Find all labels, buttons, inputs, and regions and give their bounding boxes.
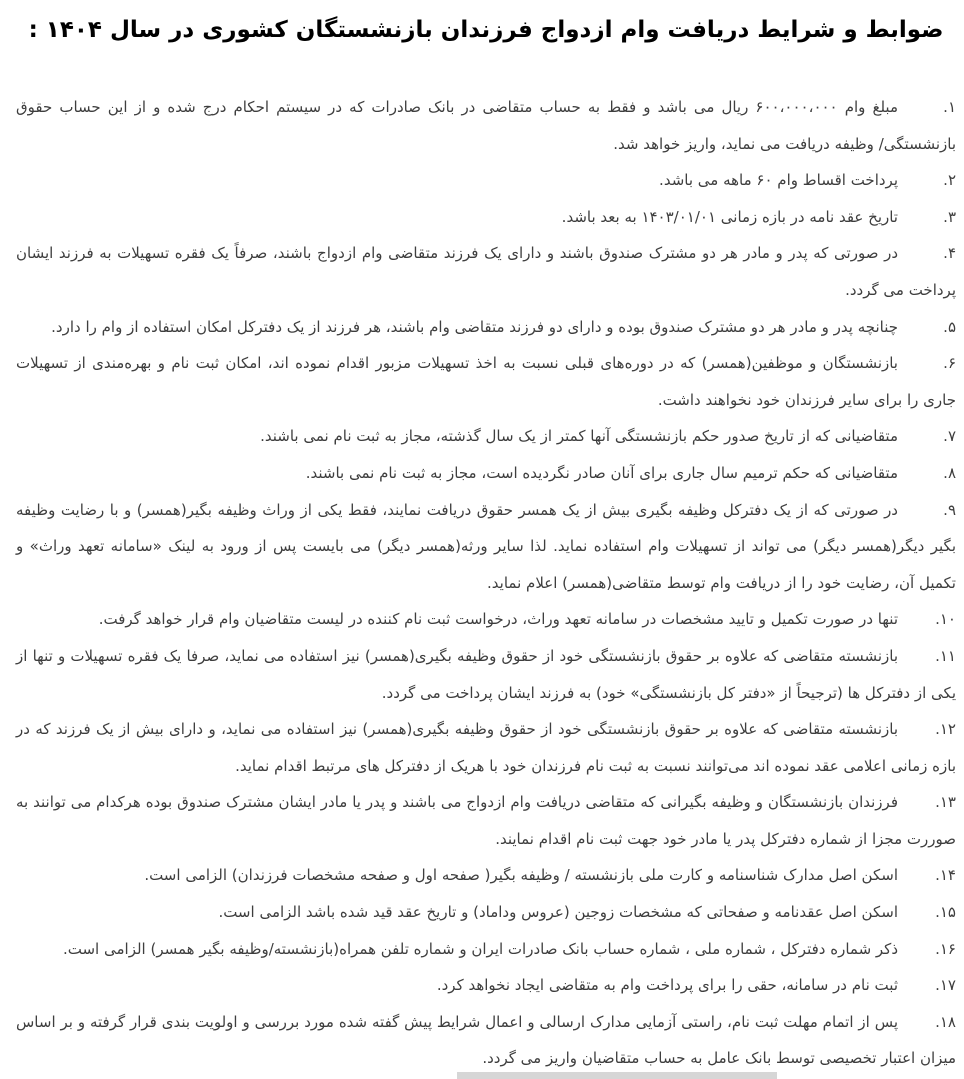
item-text: پس از اتمام مهلت ثبت نام، راستی آزمایی مدارک ارسالی و اعمال شرایط پیش گفته شده مورد بررسی و اولویت بندی قرار گرفته و بر اساس میزان اعتبار تخصیصی توسط بانک عامل به حساب متقاضیان واریز می گردد.: [16, 1012, 956, 1068]
item-number: ۱۶.: [935, 939, 956, 958]
item-number: ۱۵.: [935, 903, 956, 922]
list-item: [16, 931, 956, 968]
item-number: ۳.: [943, 207, 956, 226]
item-text: در صورتی که از یک دفترکل وظیفه بگیری بیش از یک همسر حقوق دریافت نمایند، فقط یکی از وراث وظیفه بگیر(همسر) و با رضایت وظیفه بگیر دیگر(همسر دیگر) می تواند از تسهیلات وام استفاده نماید. لذا سایر ورثه(همسر دیگر) می بایست پس از ورود به لینک «سامانه تعهد وراث» و تکمیل آن، رضایت خود را از دریافت وام توسط متقاضی(همسر) اعلام نماید.: [16, 500, 956, 592]
list-item: [16, 418, 956, 455]
list-item: [16, 492, 956, 602]
list-item: [16, 235, 956, 308]
document-title: ضوابط و شرایط دریافت وام ازدواج فرزندان بازنشستگان کشوری در سال ۱۴۰۴ :: [28, 17, 944, 43]
item-number: ۵.: [943, 317, 956, 336]
item-text: تاریخ عقد نامه در بازه زمانی ۱۴۰۳/۰۱/۰۱ به بعد باشد.: [561, 207, 898, 226]
item-number: ۶.: [943, 354, 956, 373]
item-text: بازنشسته متقاضی که علاوه بر حقوق بازنشستگی خود از حقوق وظیفه بگیری(همسر) نیز استفاده می نماید، و دارای بیش از یک فرزند که در بازه زمانی اعلامی عقد نموده اند می‌توانند نسبت به ثبت نام فرزندان خود با هریک از دفترکل های مرتبط اقدام نماید.: [16, 720, 956, 775]
terms-list: [16, 89, 956, 1077]
item-text: فرزندان بازنشستگان و وظیفه بگیرانی که متقاضی دریافت وام ازدواج می باشند و پدر یا مادر ایشان مشترک صندوق بوده هرکدام می توانند به صوررت مجزا از شماره دفترکل پدر یا مادر خود جهت ثبت نام اقدام نمایند.: [16, 793, 956, 848]
item-number: ۷.: [943, 427, 956, 446]
item-number: ۹.: [943, 500, 956, 519]
document-page: [16, 0, 956, 1077]
item-text: متقاضیانی که از تاریخ صدور حکم بازنشستگی آنها کمتر از یک سال گذشته، مجاز به ثبت نام نمی باشند.: [260, 427, 898, 446]
bottom-gray-bar: [457, 1072, 777, 1079]
item-number: ۱۸.: [935, 1012, 956, 1031]
item-text: متقاضیانی که حکم ترمیم سال جاری برای آنان صادر نگردیده است، مجاز به ثبت نام نمی باشند.: [305, 463, 898, 482]
list-item: [16, 1004, 956, 1077]
list-item: [16, 638, 956, 711]
item-number: ۱۴.: [935, 866, 956, 885]
item-number: ۱۳.: [935, 793, 956, 812]
item-text: بازنشسته متقاضی که علاوه بر حقوق بازنشستگی خود از حقوق وظیفه بگیری(همسر) نیز استفاده می نماید، صرفا یک فقره تسهیلات و تنها از یکی از دفترکل ها (ترجیحاً از «دفتر کل بازنشستگی» خود) به فرزند ایشان پرداخت می گردد.: [16, 646, 956, 702]
item-text: تنها در صورت تکمیل و تایید مشخصات در سامانه تعهد وراث، درخواست ثبت نام کننده در لیست متقاضیان وام قرار خواهد گرفت.: [98, 610, 898, 629]
list-item: [16, 345, 956, 418]
list-item: [16, 162, 956, 199]
item-text: ثبت نام در سامانه، حقی را برای پرداخت وام به متقاضی ایجاد نخواهد کرد.: [436, 976, 898, 995]
list-item: [16, 894, 956, 931]
list-item: [16, 309, 956, 346]
item-number: ۱۱.: [935, 646, 956, 665]
item-text: اسکن اصل عقدنامه و صفحاتی که مشخصات زوجین (عروس وداماد) و تاریخ عقد قید شده باشد الزامی است.: [218, 903, 898, 922]
item-number: ۱۷.: [935, 976, 956, 995]
list-item: [16, 784, 956, 857]
list-item: [16, 711, 956, 784]
list-item: [16, 199, 956, 236]
item-number: ۲.: [943, 171, 956, 190]
list-item: [16, 455, 956, 492]
item-text: چنانچه پدر و مادر هر دو مشترک صندوق بوده و دارای دو فرزند متقاضی وام باشند، هر فرزند از یک دفترکل امکان استفاده از وام را دارد.: [51, 317, 898, 336]
list-item: [16, 601, 956, 638]
item-text: ذکر شماره دفترکل ، شماره ملی ، شماره حساب بانک صادرات ایران و شماره تلفن همراه(بازنشسته/وظیفه بگیر همسر) الزامی است.: [62, 939, 898, 958]
item-number: ۴.: [943, 244, 956, 263]
item-number: ۱۰.: [935, 610, 956, 629]
item-number: ۱.: [943, 98, 956, 116]
item-text: اسکن اصل مدارک شناسنامه و کارت ملی بازنشسته / وظیفه بگیر( صفحه اول و صفحه مشخصات فرزندان) الزامی است.: [144, 866, 898, 885]
list-item: [16, 857, 956, 894]
item-number: ۸.: [943, 463, 956, 482]
item-text: بازنشستگان و موظفین(همسر) که در دوره‌های قبلی نسبت به اخذ تسهیلات مزبور اقدام نموده اند، امکان ثبت نام و بهره‌مندی از تسهیلات جاری را برای سایر فرزندان خود نخواهند داشت.: [16, 354, 956, 409]
item-text: پرداخت اقساط وام ۶۰ ماهه می باشد.: [659, 171, 898, 190]
item-text: در صورتی که پدر و مادر هر دو مشترک صندوق باشند و دارای یک فرزند متقاضی وام ازدواج باشند، صرفاً یک فقره تسهیلات به فرزند ایشان پرداخت می گردد.: [16, 244, 956, 299]
list-item: [16, 967, 956, 1004]
item-number: ۱۲.: [935, 720, 956, 739]
list-item: [16, 89, 956, 162]
item-text: مبلغ وام ۶۰۰،۰۰۰،۰۰۰ ریال می باشد و فقط به حساب متقاضی در بانک صادرات که در سیستم احکام درج شده و از این حساب حقوق بازنشستگی/ وظیفه دریافت می نماید، واریز خواهد شد.: [16, 98, 956, 153]
